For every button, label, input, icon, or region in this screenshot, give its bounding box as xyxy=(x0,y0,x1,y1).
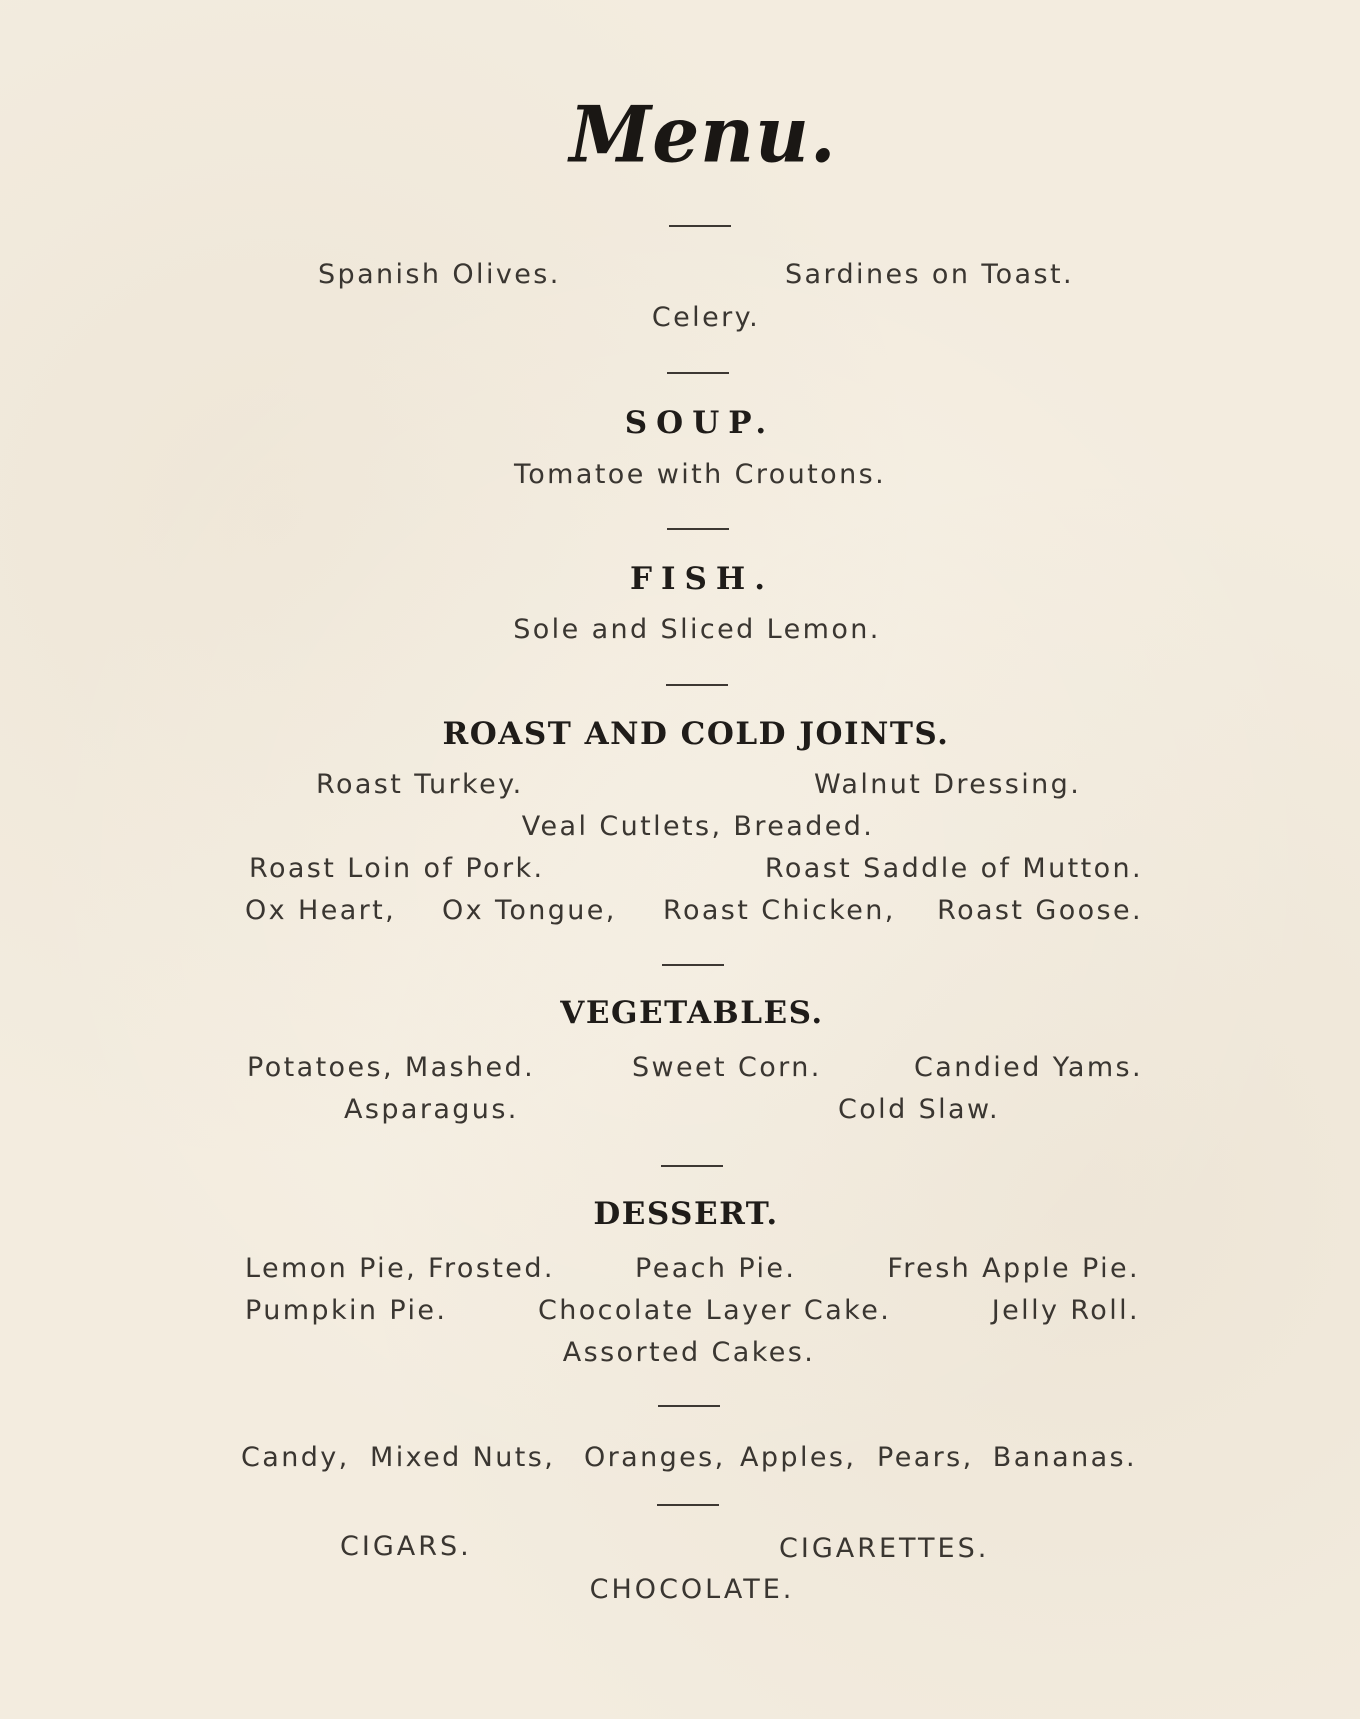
section-heading-dessert: DESSERT. xyxy=(593,1196,779,1232)
menu-item: Lemon Pie, Frosted. xyxy=(245,1253,555,1284)
divider xyxy=(657,1504,719,1506)
menu-item: Peach Pie. xyxy=(635,1253,797,1284)
menu-item: Candy, xyxy=(241,1442,350,1473)
menu-item: Ox Tongue, xyxy=(442,895,617,926)
menu-item: Apples, xyxy=(740,1442,857,1473)
divider xyxy=(669,225,731,227)
section-heading-soup: SOUP. xyxy=(624,405,776,441)
menu-item: Chocolate Layer Cake. xyxy=(538,1295,892,1326)
divider xyxy=(661,1165,723,1167)
menu-item: Spanish Olives. xyxy=(318,259,561,290)
menu-item: Fresh Apple Pie. xyxy=(887,1253,1140,1284)
menu-item: Candied Yams. xyxy=(914,1052,1143,1083)
menu-item: Veal Cutlets, Breaded. xyxy=(521,811,875,842)
menu-item: Mixed Nuts, xyxy=(370,1442,556,1473)
menu-title: Menu. xyxy=(569,89,837,181)
menu-item: Potatoes, Mashed. xyxy=(247,1052,536,1083)
menu-item: Roast Loin of Pork. xyxy=(249,853,545,884)
divider xyxy=(667,528,729,530)
menu-item: Cold Slaw. xyxy=(838,1094,1000,1125)
section-heading-roast: ROAST AND COLD JOINTS. xyxy=(442,716,950,752)
divider xyxy=(666,684,728,686)
menu-item: Bananas. xyxy=(992,1442,1137,1473)
menu-item: CHOCOLATE. xyxy=(589,1574,795,1605)
menu-item: Oranges, xyxy=(584,1442,726,1473)
menu-item: Roast Chicken, xyxy=(663,895,896,926)
menu-item: Asparagus. xyxy=(344,1094,519,1125)
menu-item: Walnut Dressing. xyxy=(814,769,1082,800)
menu-item: CIGARS. xyxy=(340,1531,472,1562)
menu-item: Sardines on Toast. xyxy=(785,259,1074,290)
menu-item: Roast Goose. xyxy=(937,895,1143,926)
divider xyxy=(658,1405,720,1407)
menu-item: Pumpkin Pie. xyxy=(245,1295,448,1326)
section-heading-vegetables: VEGETABLES. xyxy=(560,995,824,1031)
menu-item: Tomatoe with Croutons. xyxy=(513,459,887,490)
menu-item: Jelly Roll. xyxy=(991,1295,1140,1326)
menu-item: Celery. xyxy=(651,302,761,333)
divider xyxy=(662,964,724,966)
menu-item: Sweet Corn. xyxy=(632,1052,822,1083)
divider xyxy=(667,372,729,374)
menu-item: Sole and Sliced Lemon. xyxy=(513,614,881,645)
menu-item: Ox Heart, xyxy=(245,895,397,926)
menu-item: CIGARETTES. xyxy=(779,1533,990,1564)
menu-item: Roast Saddle of Mutton. xyxy=(764,853,1143,884)
menu-item: Roast Turkey. xyxy=(316,769,524,800)
section-heading-fish: FISH. xyxy=(630,561,774,597)
menu-item: Assorted Cakes. xyxy=(562,1337,816,1368)
menu-item: Pears, xyxy=(877,1442,974,1473)
